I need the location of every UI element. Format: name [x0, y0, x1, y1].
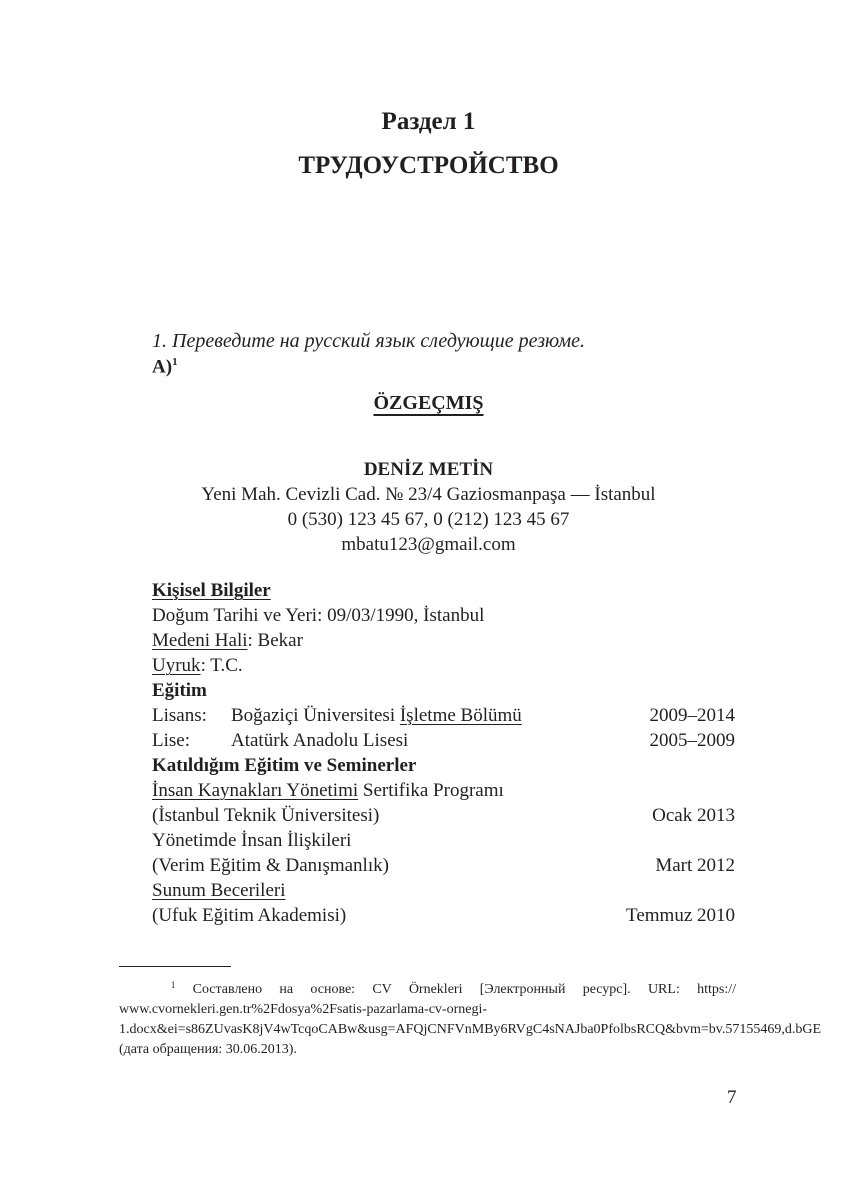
exercise-instruction: 1. Переведите на русский язык следующие резюме. — [152, 330, 586, 352]
seminar-title — [152, 780, 735, 802]
seminar-organization: (Ufuk Eğitim Akademisi) — [152, 905, 347, 926]
education-years: 2005–2009 — [649, 730, 735, 751]
seminar-title-underlined: İnsan Kaynakları Yönetimi — [152, 780, 359, 801]
seminar-title-underlined: Sunum Becerileri — [152, 880, 286, 901]
seminar-organization: (Verim Eğitim & Danışmanlık) — [152, 855, 389, 876]
cv-name: DENİZ METİN — [363, 459, 494, 480]
exercise-variant — [152, 356, 178, 378]
cv-email: mbatu123@gmail.com — [341, 534, 516, 555]
seminar-title-rest: Yönetimde İnsan İlişkileri — [152, 830, 352, 851]
seminar-org-row — [152, 905, 735, 927]
personal-info-heading-text: Kişisel Bilgiler — [152, 580, 271, 601]
nationality-value: : T.C. — [200, 655, 243, 676]
nationality — [152, 655, 735, 677]
seminar-date: Temmuz 2010 — [626, 905, 735, 926]
education-years: 2009–2014 — [649, 705, 735, 726]
seminar-title-rest: Sertifika Programı — [358, 780, 504, 801]
footnote-reference: 1 — [172, 356, 178, 368]
education-school: Atatürk Anadolu Lisesi — [231, 730, 409, 751]
education-school: Boğaziçi Üniversitesi — [231, 705, 400, 726]
personal-info-heading — [152, 580, 735, 602]
footnote — [119, 975, 822, 1060]
seminar-title — [152, 880, 735, 902]
cv-phones: 0 (530) 123 45 67, 0 (212) 123 45 67 — [287, 509, 570, 530]
cv-title-text: ÖZGEÇMIŞ — [373, 392, 484, 414]
education-row — [152, 730, 735, 752]
seminar-title — [152, 830, 735, 852]
birth-info: Doğum Tarihi ve Yeri: 09/03/1990, İstanbul — [152, 605, 485, 626]
seminar-date: Ocak 2013 — [652, 805, 735, 826]
marital-status-label: Medeni Hali — [152, 630, 248, 651]
education-level: Lisans: — [152, 705, 207, 726]
seminar-org-row — [152, 805, 735, 827]
education-department: İşletme Bölümü — [399, 705, 522, 726]
footnote-text: Составлено на основе: CV Örnekleri [Электронный ресурс]. URL: https:// www.cvornekleri.gen.tr%2Fdosya%2Fsatis-pazarlama-cv-ornegi-1.docx&ei=s86ZUvasK8jV4wTcqoCABw&usg=AFQjCNFVnMBy6RVgC4sNAJba0PfolbsRCQ&bvm=bv.57155469,d.bGE (дата обращения: 30.06.2013). — [119, 982, 822, 1057]
footnote-number: 1 — [170, 980, 176, 990]
variant-label: А) — [152, 356, 173, 378]
marital-status — [152, 630, 735, 652]
page-number: 7 — [727, 1087, 737, 1108]
marital-status-value: : Bekar — [247, 630, 303, 651]
seminar-date: Mart 2012 — [655, 855, 735, 876]
seminar-org-row — [152, 855, 735, 877]
section-title: ТРУДОУСТРОЙСТВО — [298, 152, 559, 179]
education-row — [152, 705, 735, 727]
footnote-separator — [119, 966, 231, 967]
cv-title — [0, 392, 857, 415]
cv-address: Yeni Mah. Cevizli Cad. № 23/4 Gaziosmanpaşa — İstanbul — [201, 484, 656, 505]
education-heading: Eğitim — [152, 680, 207, 701]
chapter-heading: Раздел 1 — [381, 108, 476, 135]
education-level: Lise: — [152, 730, 190, 751]
seminars-heading: Katıldığım Eğitim ve Seminerler — [152, 755, 417, 776]
nationality-label: Uyruk — [152, 655, 201, 676]
seminar-organization: (İstanbul Teknik Üniversitesi) — [152, 805, 380, 826]
